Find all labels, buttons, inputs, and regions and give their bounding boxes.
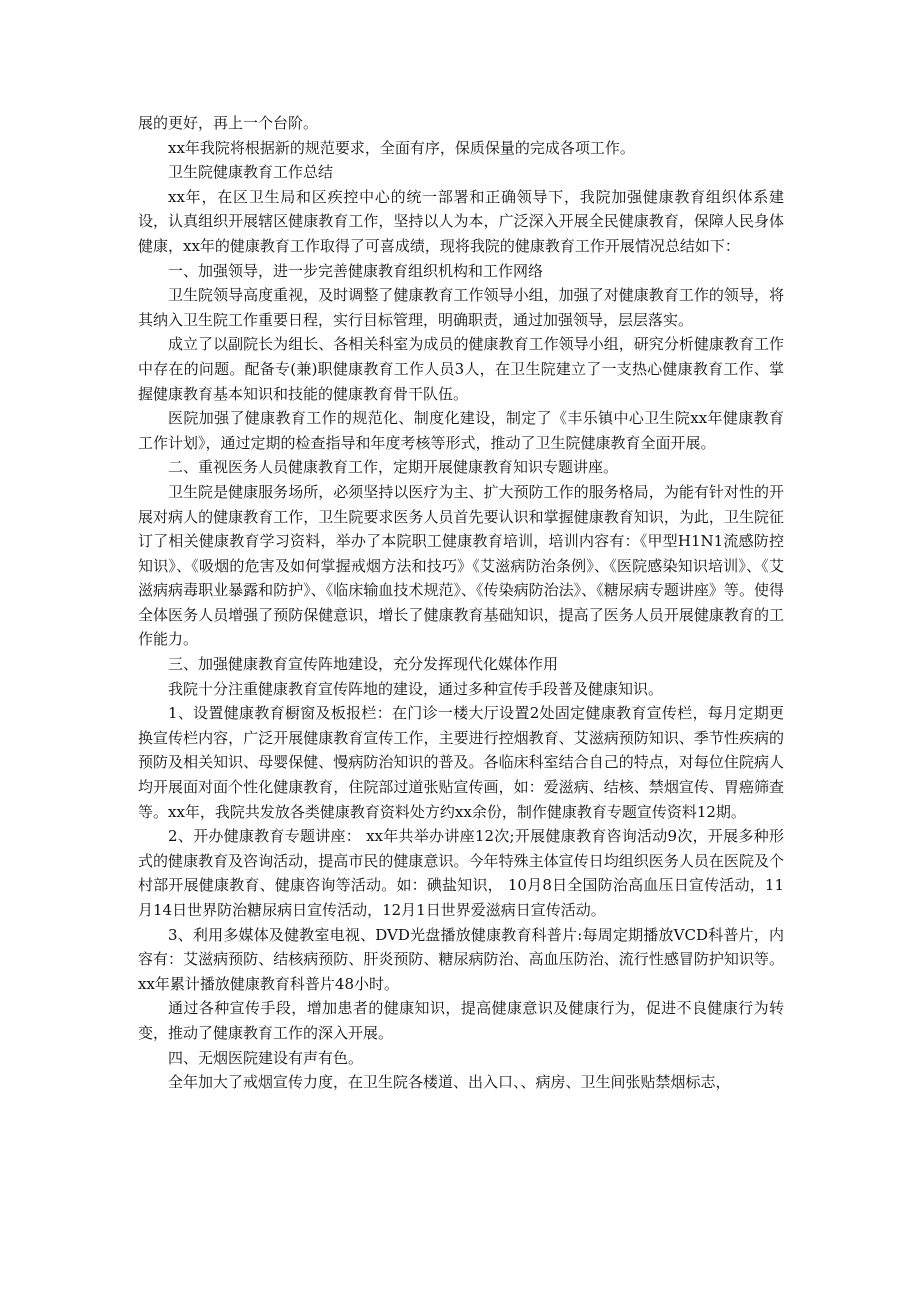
section-heading-4: 四、无烟医院建设有声有色。 — [168, 1048, 364, 1067]
paragraph-smoke-free: 全年加大了戒烟宣传力度，在卫生院各楼道、出入口、、病房、卫生间张贴禁烟标志， — [168, 1073, 731, 1092]
section-heading-3: 三、加强健康教育宣传阵地建设，充分发挥现代化媒体作用 — [168, 655, 559, 674]
paragraph-plan-system: 医院加强了健康教育工作的规范化、制度化建设，制定了《丰乐镇中心卫生院xx年健康教育工作计划》，通过定期的检查指导和年度考核等形式，推动了卫生院健康教育全面开展。 — [138, 409, 784, 452]
document-title: 卫生院健康教育工作总结 — [168, 163, 334, 182]
paragraph-team: 成立了以副院长为组长、各相关科室为成员的健康教育工作领导小组，研究分析健康教育工作中存在的问题。配备专(兼)职健康教育工作人员3人，在卫生院建立了一支热心健康教育工作、掌握健康教育基本知识和技能的健康教育骨干队伍。 — [138, 335, 784, 403]
paragraph-continuation: 展的更好，再上一个台阶。 — [138, 114, 319, 132]
paragraph-summary: 通过各种宣传手段，增加患者的健康知识，提高健康意识及健康行为，促进不良健康行为转变，推动了健康教育工作的深入开展。 — [138, 999, 784, 1042]
document-page — [138, 111, 784, 1095]
section-heading-1: 一、加强领导，进一步完善健康教育组织机构和工作网络 — [168, 261, 544, 280]
paragraph-item-2: 2、开办健康教育专题讲座： xx年共举办讲座12次;开展健康教育咨询活动9次，开展多种形式的健康教育及咨询活动，提高市民的健康意识。今年特殊主体宣传日均组织医务人员在医院及个村部开展健康教育、健康咨询等活动。如：碘盐知识， 10月8日全国防治高血压日宣传活动，11月14日世界防治糖尿病日宣传活动，12月1日世界爱滋病日宣传活动。 — [138, 827, 784, 919]
paragraph-training: 卫生院是健康服务场所，必须坚持以医疗为主、扩大预防工作的服务格局，为能有针对性的开展对病人的健康教育工作，卫生院要求医务人员首先要认识和掌握健康教育知识，为此，卫生院征订了相关健康教育学习资料，举办了本院职工健康教育培训，培训内容有：《甲型H1N1流感防控知识》、《吸烟的危害及如何掌握戒烟方法和技巧》《艾滋病防治条例》、《医院感染知识培训》、《艾滋病病毒职业暴露和防护》、《临床输血技术规范》、《传染病防治法》、《糖尿病专题讲座》等。使得全体医务人员增强了预防保健意识，增长了健康教育基础知识，提高了医务人员开展健康教育的工作能力。 — [138, 482, 784, 649]
paragraph-leadership: 卫生院领导高度重视，及时调整了健康教育工作领导小组，加强了对健康教育工作的领导，将其纳入卫生院工作重要日程，实行目标管理，明确职责，通过加强领导，层层落实。 — [138, 286, 784, 329]
paragraph-intro: xx年，在区卫生局和区疾控中心的统一部署和正确领导下，我院加强健康教育组织体系建设，认真组织开展辖区健康教育工作，坚持以人为本，广泛深入开展全民健康教育，保障人民身体健康，xx年的健康教育工作取得了可喜成绩，现将我院的健康教育工作开展情况总结如下： — [138, 187, 784, 255]
section-heading-2: 二、重视医务人员健康教育工作，定期开展健康教育知识专题讲座。 — [168, 458, 619, 477]
paragraph-plan: xx年我院将根据新的规范要求，全面有序，保质保量的完成各项工作。 — [168, 138, 635, 157]
paragraph-item-3: 3、利用多媒体及健教室电视、DVD光盘播放健康教育科普片:每周定期播放VCD科普片，内容有：艾滋病预防、结核病预防、肝炎预防、糖尿病防治、高血压防治、流行性感冒防护知识等。xx年累计播放健康教育科普片48小时。 — [138, 925, 784, 993]
paragraph-item-1: 1、设置健康教育橱窗及板报栏：在门诊一楼大厅设置2处固定健康教育宣传栏，每月定期更换宣传栏内容，广泛开展健康教育宣传工作，主要进行控烟教育、艾滋病预防知识、季节性疾病的预防及相关知识、母婴保健、慢病防治知识的普及。各临床科室结合自己的特点，对每位住院病人均开展面对面个性化健康教育，住院部过道张贴宣传画，如：爱滋病、结核、禁烟宣传、胃癌筛查等。xx年，我院共发放各类健康教育资料处方约xx余份，制作健康教育专题宣传资料12期。 — [138, 704, 784, 821]
paragraph-publicity: 我院十分注重健康教育宣传阵地的建设，通过多种宣传手段普及健康知识。 — [168, 679, 664, 698]
